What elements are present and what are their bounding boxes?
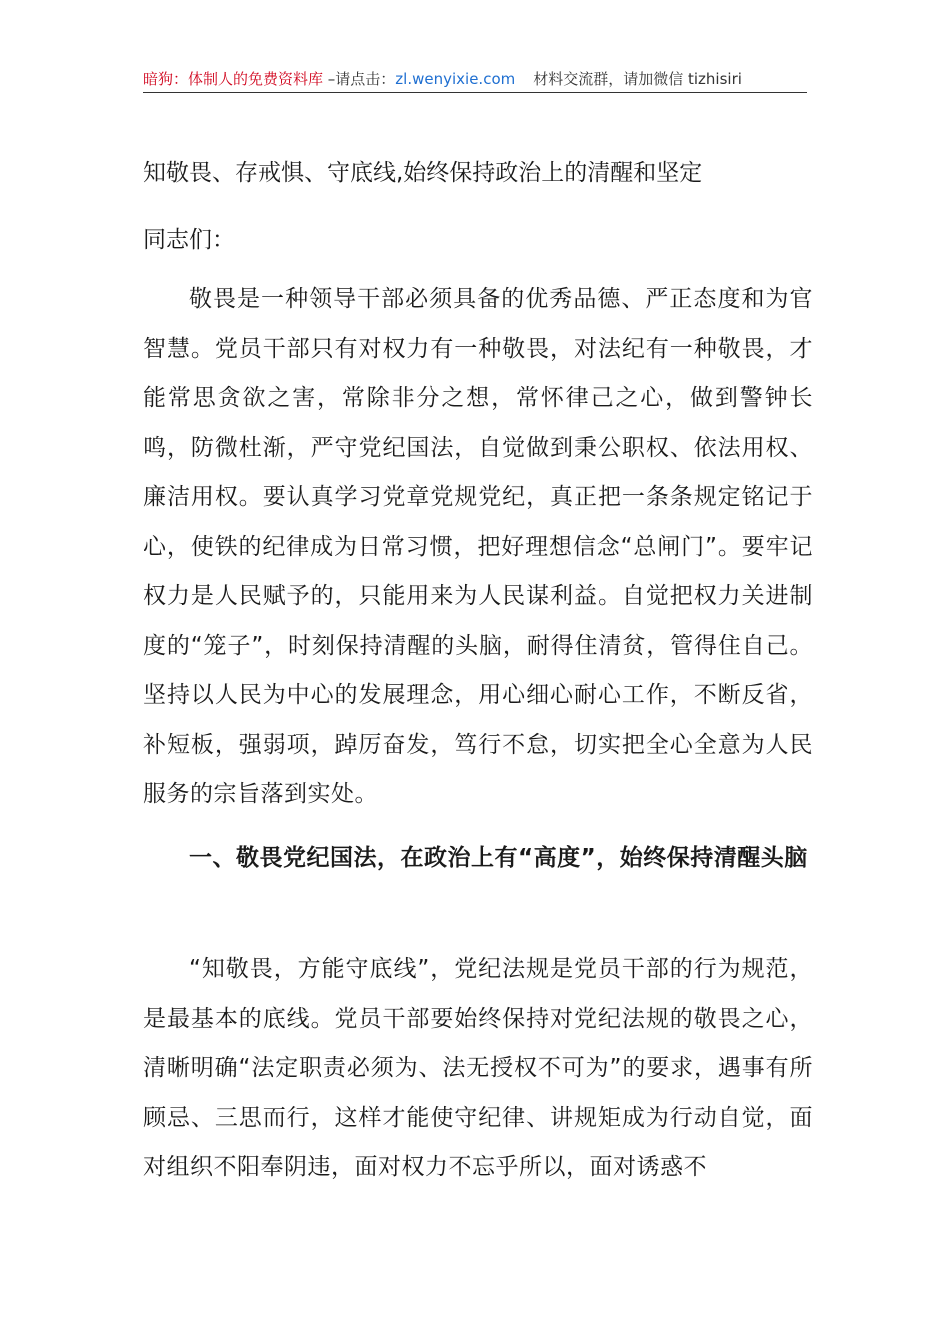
page-header [143,66,807,93]
header-separator: –请点击： [323,70,396,88]
header-group-info: 材料交流群，请加微信 tizhisiri [533,70,742,88]
header-brand: 暗狗：体制人的免费资料库 [143,70,324,88]
body-paragraph: “知敬畏，方能守底线”，党纪法规是党员干部的行为规范，是最基本的底线。党员干部要始终保持对党纪法规的敬畏之心，清晰明确“法定职责必须为、法无授权不可为”的要求，遇事有所顾忌、三思而行，这样才能使守纪律、讲规矩成为行动自觉，面对组织不阳奉阴违，面对权力不忘乎所以，面对诱惑不 [143,956,813,1180]
header-link[interactable]: zl.wenyixie.com [395,70,516,88]
body-paragraph: 敬畏是一种领导干部必须具备的优秀品德、严正态度和为官智慧。党员干部只有对权力有一种敬畏，对法纪有一种敬畏，才能常思贪欲之害，常除非分之想，常怀律己之心，做到警钟长鸣，防微杜渐，严守党纪国法，自觉做到秉公职权、依法用权、廉洁用权。要认真学习党章党规党纪，真正把一条条规定铭记于心，使铁的纪律成为日常习惯，把好理想信念“总闸门”。要牢记权力是人民赋予的，只能用来为人民谋利益。自觉把权力关进制度的“笼子”，时刻保持清醒的头脑，耐得住清贫，管得住自己。坚持以人民为中心的发展理念，用心细心耐心工作，不断反省，补短板，强弱项，踔厉奋发，笃行不怠，切实把全心全意为人民服务的宗旨落到实处。 [143,286,813,807]
section-heading: 一、敬畏党纪国法，在政治上有“高度”，始终保持清醒头脑 [189,845,808,871]
document-title: 知敬畏、存戒惧、守底线,始终保持政治上的清醒和坚定 [143,160,703,186]
salutation: 同志们： [143,227,235,253]
